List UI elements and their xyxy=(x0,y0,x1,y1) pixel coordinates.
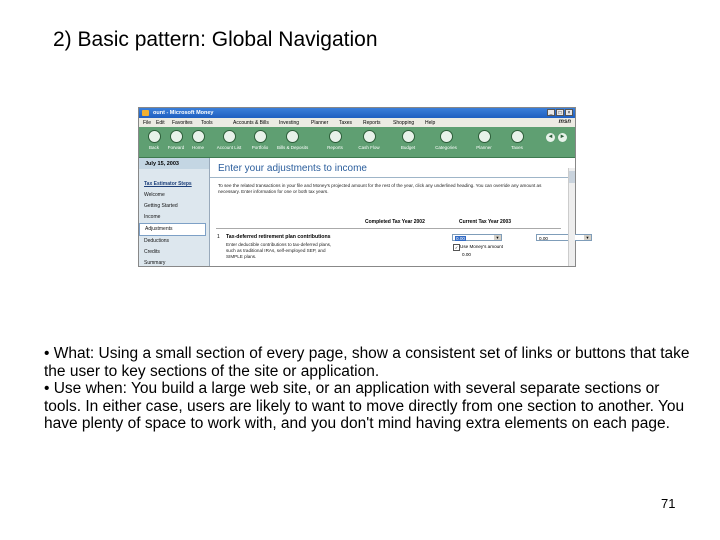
date-label: July 15, 2003 xyxy=(139,158,209,169)
page-number: 71 xyxy=(661,496,676,511)
toolbar-label: Back xyxy=(148,145,159,150)
bullet-list xyxy=(44,345,694,433)
toolbar-categories[interactable] xyxy=(431,130,461,150)
column-header-2003: Current Tax Year 2003 xyxy=(459,219,512,225)
toolbar-label: Forward xyxy=(167,145,185,150)
money-amount-value: 0.00 xyxy=(462,252,471,257)
main-content xyxy=(210,158,590,266)
toolbar-budget[interactable] xyxy=(393,130,423,150)
toolbar-bills-deposits[interactable] xyxy=(277,130,307,150)
toolbar-label: Home xyxy=(191,145,204,150)
amount-2002-value: 0.00 xyxy=(456,236,465,241)
use-money-amount-checkbox[interactable]: ✓ xyxy=(454,245,459,250)
account-list-icon xyxy=(223,130,236,143)
bullet-what: • What: Using a small section of every page, show a consistent set of links or buttons that take the user to key sections of the site or application. xyxy=(44,345,690,380)
column-header-2002: Completed Tax Year 2002 xyxy=(365,219,425,225)
toolbar-account-list[interactable] xyxy=(214,130,244,150)
chevron-down-icon[interactable]: ▼ xyxy=(495,235,500,240)
sidebar-item-income[interactable]: Income xyxy=(144,214,161,220)
menu-help[interactable]: Help xyxy=(425,120,436,126)
menu-shopping[interactable]: Shopping xyxy=(393,120,415,126)
content-title: Enter your adjustments to income xyxy=(218,163,367,174)
sidebar-item-getting-started[interactable]: Getting Started xyxy=(144,203,178,209)
toolbar-taxes[interactable] xyxy=(502,130,532,150)
toolbar-label: Budget xyxy=(400,145,416,150)
toolbar-label: Planner xyxy=(476,145,492,150)
scrollbar-thumb[interactable] xyxy=(569,171,575,183)
sidebar-item-adjustments[interactable]: Adjustments xyxy=(139,223,206,236)
forward-icon xyxy=(170,130,183,143)
chevron-down-icon[interactable]: ▼ xyxy=(585,235,590,240)
row-number: 1 xyxy=(217,234,220,240)
sidebar-heading[interactable]: Tax Estimator Steps xyxy=(144,181,192,187)
menu-bar xyxy=(139,118,575,127)
window-title: ount - Microsoft Money xyxy=(153,110,214,116)
window-titlebar xyxy=(139,108,575,118)
budget-icon xyxy=(402,130,415,143)
cash-flow-icon xyxy=(363,130,376,143)
checkbox-label: Use Money's amount xyxy=(460,244,504,249)
toolbar-label: Bills & Deposits xyxy=(277,145,309,150)
sidebar-item-welcome[interactable]: Welcome xyxy=(144,192,165,198)
planner-icon xyxy=(478,130,491,143)
toolbar-reports[interactable] xyxy=(320,130,350,150)
menu-investing[interactable]: Investing xyxy=(279,120,300,126)
menu-edit[interactable]: Edit xyxy=(156,120,165,126)
money-screenshot xyxy=(138,107,590,267)
row-title-link[interactable]: Tax-deferred retirement plan contributions xyxy=(226,234,331,240)
categories-icon xyxy=(440,130,453,143)
toolbar-label: Reports xyxy=(327,145,343,150)
global-navigation-toolbar xyxy=(139,127,575,158)
bullet-use-when: • Use when: You build a large web site, or an application with several separate sections or tools. In either case, users are likely to want to move directly from one section to another. You have plenty of space to work with, and you don't mind having extra elements on each page. xyxy=(44,380,685,432)
reports-icon xyxy=(329,130,342,143)
menu-tools[interactable]: Tools xyxy=(201,120,213,126)
toolbar-cash-flow[interactable] xyxy=(354,130,384,150)
toolbar-label: Categories xyxy=(435,145,457,150)
back-icon xyxy=(148,130,161,143)
menu-favorites[interactable]: Favorites xyxy=(172,120,193,126)
menu-planner[interactable]: Planner xyxy=(311,120,329,126)
taxes-icon xyxy=(511,130,524,143)
toolbar-home[interactable] xyxy=(183,130,213,150)
toolbar-label: Cash Flow xyxy=(358,145,380,150)
slide-title: 2) Basic pattern: Global Navigation xyxy=(53,28,378,51)
menu-file[interactable]: File xyxy=(143,120,152,126)
back-arrow-icon[interactable]: ◄ xyxy=(547,134,554,140)
vertical-scrollbar[interactable] xyxy=(568,168,575,266)
sidebar xyxy=(139,158,210,266)
portfolio-icon xyxy=(254,130,267,143)
toolbar-label: Portfolio xyxy=(251,145,269,150)
forward-arrow-icon[interactable]: ► xyxy=(559,134,566,140)
minimize-button[interactable]: _ xyxy=(547,109,555,116)
bills-icon xyxy=(286,130,299,143)
sidebar-item-summary[interactable]: Summary xyxy=(144,260,166,266)
close-button[interactable]: × xyxy=(565,109,573,116)
toolbar-portfolio[interactable] xyxy=(245,130,275,150)
msn-logo: msn xyxy=(558,119,571,125)
sidebar-item-deductions[interactable]: Deductions xyxy=(144,238,170,244)
toolbar-planner[interactable] xyxy=(469,130,499,150)
amount-2002-field[interactable] xyxy=(452,234,502,241)
row-description: Enter deductible contributions to tax-deferred plans, such as traditional IRAs, self-employed SEP, and SIMPLE plans. xyxy=(226,242,332,259)
menu-reports[interactable]: Reports xyxy=(363,120,381,126)
toolbar-label: Taxes xyxy=(511,145,523,150)
menu-accounts-bills[interactable]: Accounts & Bills xyxy=(233,120,269,126)
amount-2003-value: 0.00 xyxy=(539,236,548,241)
maximize-button[interactable]: □ xyxy=(556,109,564,116)
divider xyxy=(210,177,575,178)
sidebar-item-credits[interactable]: Credits xyxy=(144,249,160,255)
amount-2003-field[interactable] xyxy=(536,234,592,241)
toolbar-label: Account List xyxy=(216,145,242,150)
divider xyxy=(216,228,561,229)
menu-taxes[interactable]: Taxes xyxy=(339,120,353,126)
home-icon xyxy=(192,130,205,143)
app-icon xyxy=(142,110,149,116)
intro-text: To see the related transactions in your file and Money's projected amount for the rest of the year, click any underlined heading. You can override any amount as necessary. Enter information for one or both tax years. xyxy=(218,183,542,194)
